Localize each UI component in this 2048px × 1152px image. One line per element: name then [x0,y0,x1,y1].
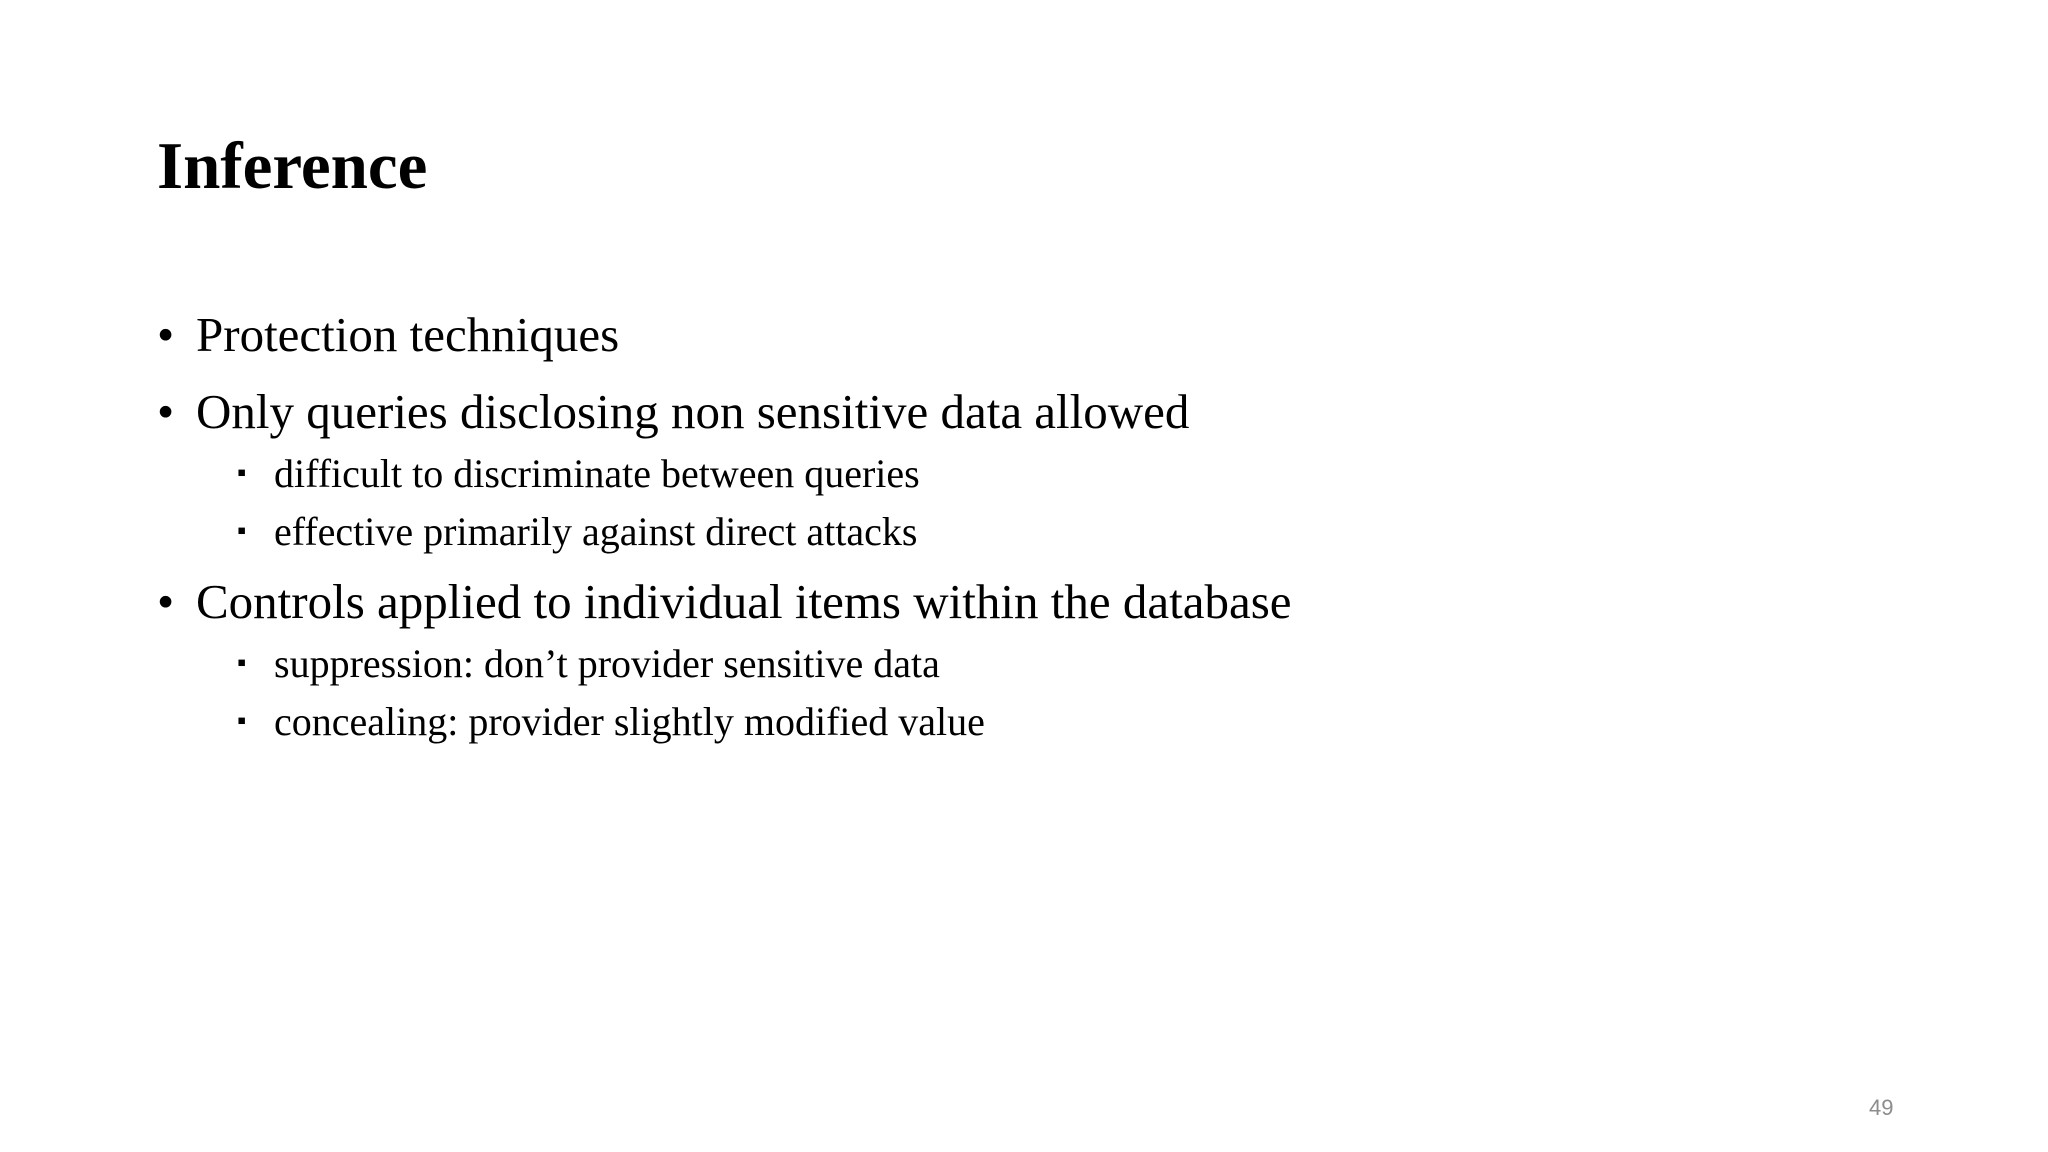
sub-bullet-item [157,509,1957,554]
sub-bullet-text: difficult to discriminate between queries [274,451,920,496]
bullet-marker: • [157,384,175,439]
square-bullet-marker: ▪ [237,706,247,735]
slide-title: Inference [157,129,428,203]
bullet-text: Protection techniques [196,307,620,362]
sub-bullet-text: concealing: provider slightly modified value [274,699,985,744]
square-bullet-marker: ▪ [237,458,247,487]
sub-bullet-text: suppression: don’t provider sensitive data [274,641,940,686]
bullet-item [157,307,1957,362]
sub-bullet-item [157,699,1957,744]
bullet-marker: • [157,307,175,362]
bullet-item [157,574,1957,629]
bullet-item [157,384,1957,439]
bullet-text: Only queries disclosing non sensitive data allowed [196,384,1190,439]
bullet-marker: • [157,574,175,629]
sub-bullet-item [157,641,1957,686]
sub-bullet-item [157,451,1957,496]
page-number: 49 [1869,1095,1894,1120]
bullet-list [157,307,1957,744]
square-bullet-marker: ▪ [237,648,247,677]
square-bullet-marker: ▪ [237,516,247,545]
bullet-text: Controls applied to individual items within the database [196,574,1292,629]
sub-bullet-text: effective primarily against direct attacks [274,509,918,554]
